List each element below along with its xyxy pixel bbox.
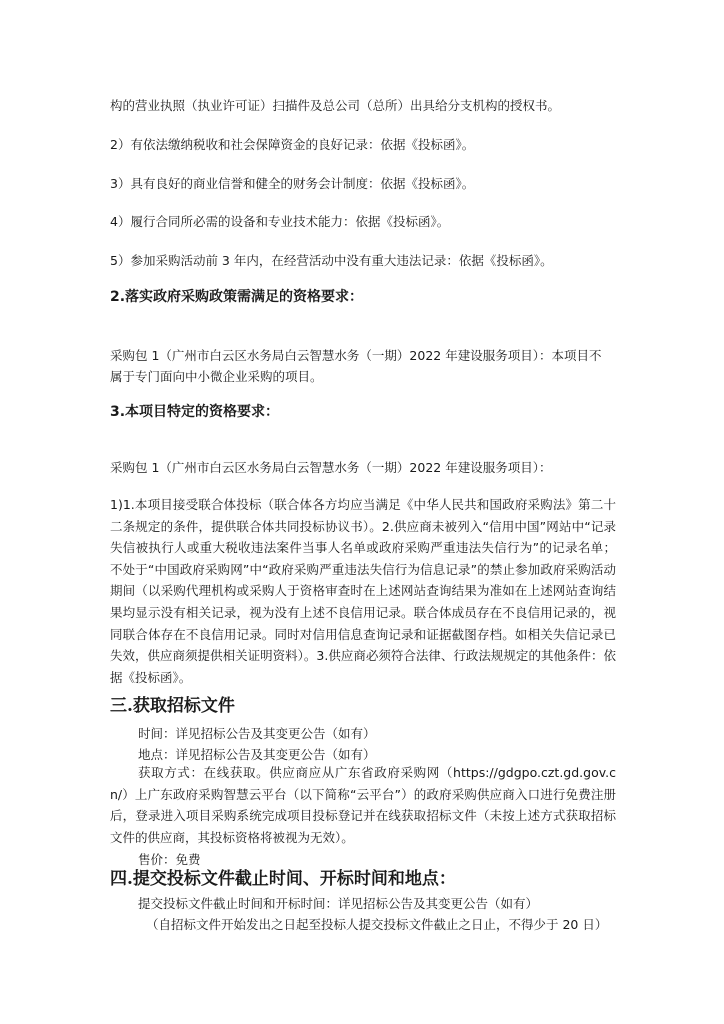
- obtain-heading: 三.获取招标文件: [110, 696, 235, 716]
- policy-line-2: 属于专门面向中小微企业采购的项目。: [110, 369, 323, 384]
- specific-heading: 3.本项目特定的资格要求：: [110, 404, 280, 420]
- qualification-item-2: 2）有依法缴纳税收和社会保障资金的良好记录：依据《投标函》。: [110, 137, 475, 152]
- qualification-item-5: 5）参加采购活动前 3 年内，在经营活动中没有重大违法记录：依据《投标函》。: [110, 253, 553, 268]
- specific-intro: 采购包 1（广州市白云区水务局白云智慧水务（一期）2022 年建设服务项目）：: [110, 460, 552, 475]
- obtain-method: 获取方式：在线获取。供应商应从广东省政府采购网（https://gdgpo.czt.gd.gov.cn/）上广东政府采购智慧云平台（以下简称“云平台”）的政府采购供应商入口进行免费注册后，登录进入项目采购系统完成项目投标登记并在线获取招标文件（未按上述方式获取招标文件的供应商，其投标资格将被视为无效）。: [110, 765, 616, 845]
- qualification-item-4: 4）履行合同所必需的设备和专业技术能力：依据《投标函》。: [110, 214, 450, 229]
- policy-heading: 2.落实政府采购政策需满足的资格要求：: [110, 289, 364, 305]
- deadline-line-2: （自招标文件开始发出之日起至投标人提交投标文件截止之日止，不得少于 20 日）: [146, 917, 608, 932]
- specific-body: 1)1.本项目接受联合体投标（联合体各方均应当满足《中华人民共和国政府采购法》第二十二条规定的条件，提供联合体共同投标协议书）。2.供应商未被列入“信用中国”网站中“记录失信被执行人或重大税收违法案件当事人名单或政府采购严重违法失信行为”的记录名单；不处于“中国政府采购网”中“政府采购严重违法失信行为信息记录”的禁止参加政府采购活动期间（以采购代理机构或采购人于资格审查时在上述网站查询结果为准如在上述网站查询结果均显示没有相关记录，视为没有上述不良信用记录。联合体成员存在不良信用记录的，视同联合体存在不良信用记录。同时对信用信息查询记录和证据截图存档。如相关失信记录已失效，供应商须提供相关证明资料）。3.供应商必须符合法律、行政法规规定的其他条件：依据《投标函》。: [110, 497, 616, 685]
- obtain-time: 时间：详见招标公告及其变更公告（如有）: [138, 726, 376, 741]
- deadline-line-1: 提交投标文件截止时间和开标时间：详见招标公告及其变更公告（如有）: [138, 896, 539, 911]
- obtain-place: 地点：详见招标公告及其变更公告（如有）: [138, 747, 376, 762]
- deadline-heading: 四.提交投标文件截止时间、开标时间和地点：: [110, 869, 456, 889]
- obtain-price: 售价：免费: [138, 852, 201, 867]
- qualification-item-3: 3）具有良好的商业信誉和健全的财务会计制度：依据《投标函》。: [110, 176, 475, 191]
- qualification-item-1-tail: 构的营业执照（执业许可证）扫描件及总公司（总所）出具给分支机构的授权书。: [110, 98, 561, 113]
- policy-line-1: 采购包 1（广州市白云区水务局白云智慧水务（一期）2022 年建设服务项目）：本项目不: [110, 348, 602, 363]
